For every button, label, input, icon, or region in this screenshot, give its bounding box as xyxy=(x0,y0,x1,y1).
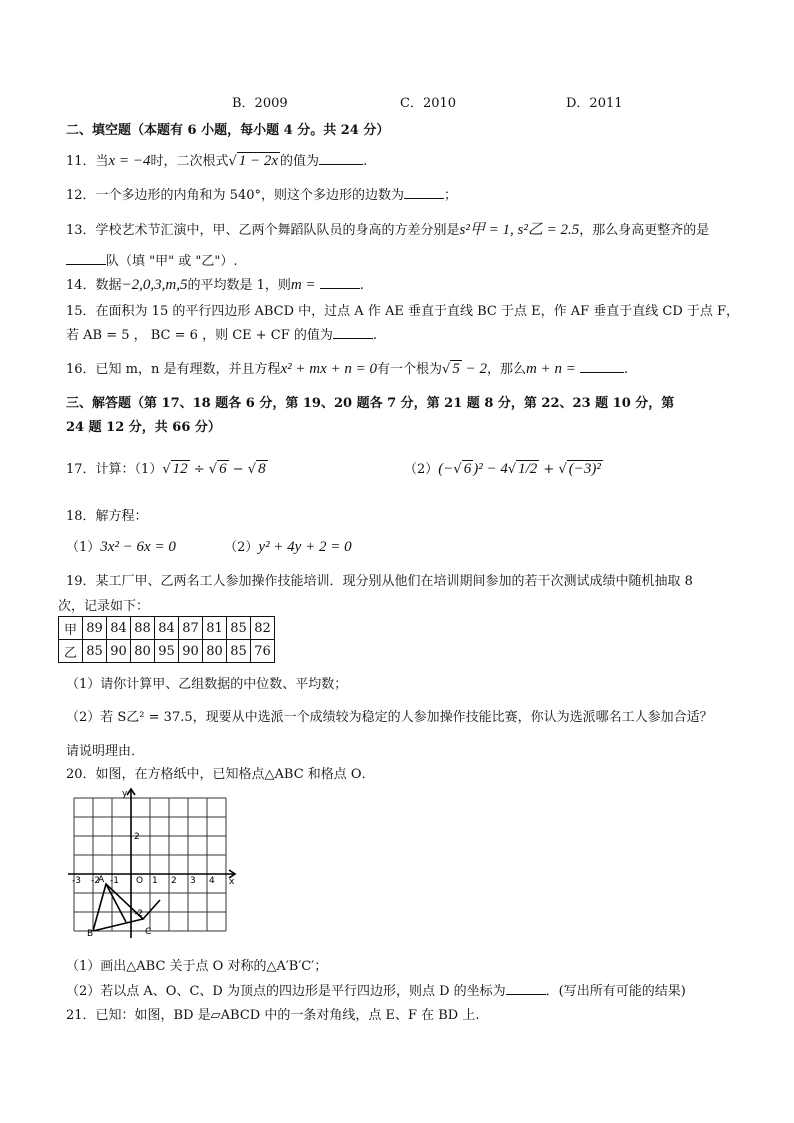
table-row xyxy=(59,640,275,663)
x-axis-label: x xyxy=(229,877,235,887)
svg-text:-3: -3 xyxy=(72,876,81,886)
table-cell: 80 xyxy=(131,640,155,663)
question-15-line2: 若 AB = 5 ， BC = 6 ，则 CE + CF 的值为 . xyxy=(66,328,378,343)
svg-text:-1: -1 xyxy=(110,876,119,886)
question-20-title: 20．如图，在方格纸中，已知格点△ABC 和格点 O． xyxy=(66,767,375,782)
scores-table xyxy=(58,616,275,663)
svg-text:3: 3 xyxy=(190,876,196,886)
option-d: D．2011 xyxy=(566,96,623,111)
question-17-part1: 17．计算：（1）√ 12 ÷ √ 6 − √ 8 xyxy=(66,461,266,477)
grid-figure xyxy=(66,786,238,942)
point-b-label: B xyxy=(87,929,94,939)
y-axis-label: y xyxy=(122,789,128,799)
table-cell: 76 xyxy=(251,640,275,663)
svg-text:1: 1 xyxy=(152,876,158,886)
question-13: 13．学校艺术节汇演中，甲、乙两个舞蹈队队员的身高的方差分别是s²甲 = 1, s²乙 = 2.5，那么身高更整齐的是 xyxy=(66,222,710,238)
answer-blank-14[interactable] xyxy=(320,276,360,289)
table-row xyxy=(59,617,275,640)
option-b: B．2009 xyxy=(232,96,288,111)
svg-text:-2: -2 xyxy=(91,876,100,886)
table-cell: 87 xyxy=(179,617,203,640)
answer-blank-16[interactable] xyxy=(580,360,624,373)
question-20-sub1: （1）画出△ABC 关于点 O 对称的△A′B′C′； xyxy=(66,959,328,974)
table-cell: 81 xyxy=(203,617,227,640)
point-c-label: C xyxy=(145,927,152,937)
answer-blank-20[interactable] xyxy=(506,982,546,995)
question-14: 14．数据−2,0,3,m,5的平均数是 1，则m = . xyxy=(66,277,364,293)
question-18-parts: （1）3x² − 6x = 0 （2）y² + 4y + 2 = 0 xyxy=(66,539,352,555)
table-cell: 85 xyxy=(227,617,251,640)
question-19-line2: 次，记录如下： xyxy=(58,599,150,614)
svg-text:2: 2 xyxy=(134,832,140,842)
question-19-sub1: （1）请你计算甲、乙组数据的中位数、平均数； xyxy=(66,677,348,692)
svg-text:-2: -2 xyxy=(134,909,143,919)
table-cell: 85 xyxy=(227,640,251,663)
table-cell: 90 xyxy=(179,640,203,663)
question-17-part2: （2）(−√ 6 )² − 4√ 1/2 + √ (−3)² xyxy=(404,461,601,477)
section2-title: 二、填空题（本题有 6 小题，每小题 4 分。共 24 分） xyxy=(66,123,390,138)
question-19-sub2b: 请说明理由． xyxy=(66,744,145,759)
point-a-label: A xyxy=(98,875,105,885)
answer-blank-12[interactable] xyxy=(404,186,444,199)
option-c: C．2010 xyxy=(400,96,457,111)
question-15: 15．在面积为 15 的平行四边形 ABCD 中，过点 A 作 AE 垂直于直线 BC 于点 E，作 AF 垂直于直线 CD 于点 F， xyxy=(66,304,740,319)
question-12: 12．一个多边形的内角和为 540°，则这个多边形的边数为 ； xyxy=(66,188,458,203)
section3-title-line2: 24 题 12 分，共 66 分） xyxy=(66,420,221,435)
question-19: 19．某工厂甲、乙两名工人参加操作技能培训．现分别从他们在培训期间参加的若干次测试成绩中随机抽取 8 xyxy=(66,574,693,589)
question-20-sub2: （2）若以点 A、O、C、D 为顶点的四边形是平行四边形，则点 D 的坐标为 ．(写出所有可能的结果) xyxy=(66,984,686,999)
table-cell: 85 xyxy=(83,640,107,663)
question-19-sub2: （2）若 S乙² = 37.5，现要从中选派一个成绩较为稳定的人参加操作技能比赛，你认为选派哪名工人参加合适？ xyxy=(66,710,713,725)
answer-blank-15[interactable] xyxy=(333,326,373,339)
question-21: 21．已知：如图，BD 是▱ABCD 中的一条对角线，点 E、F 在 BD 上. xyxy=(66,1008,480,1023)
question-11: 11．当x = −4时，二次根式√ 1 − 2x 的值为 . xyxy=(66,153,368,169)
question-13-line2: 队（填 "甲" 或 "乙"）. xyxy=(66,250,237,269)
table-cell: 84 xyxy=(107,617,131,640)
table-cell: 95 xyxy=(155,640,179,663)
table-cell: 88 xyxy=(131,617,155,640)
table-cell: 80 xyxy=(203,640,227,663)
answer-blank-13[interactable] xyxy=(66,252,106,265)
answer-blank-11[interactable] xyxy=(319,152,363,165)
row-header: 乙 xyxy=(59,640,83,663)
section3-title: 三、解答题（第 17、18 题各 6 分，第 19、20 题各 7 分，第 21 题 8 分，第 22、23 题 10 分，第 xyxy=(66,396,675,411)
table-cell: 89 xyxy=(83,617,107,640)
table-cell: 82 xyxy=(251,617,275,640)
question-18-title: 18．解方程： xyxy=(66,509,148,524)
table-cell: 90 xyxy=(107,640,131,663)
row-header: 甲 xyxy=(59,617,83,640)
origin-label: O xyxy=(136,876,144,886)
question-16: 16．已知 m，n 是有理数，并且方程x² + mx + n = 0有一个根为√ 5 − 2，那么m + n = . xyxy=(66,361,629,377)
table-cell: 84 xyxy=(155,617,179,640)
svg-text:4: 4 xyxy=(209,876,215,886)
svg-text:2: 2 xyxy=(171,876,177,886)
